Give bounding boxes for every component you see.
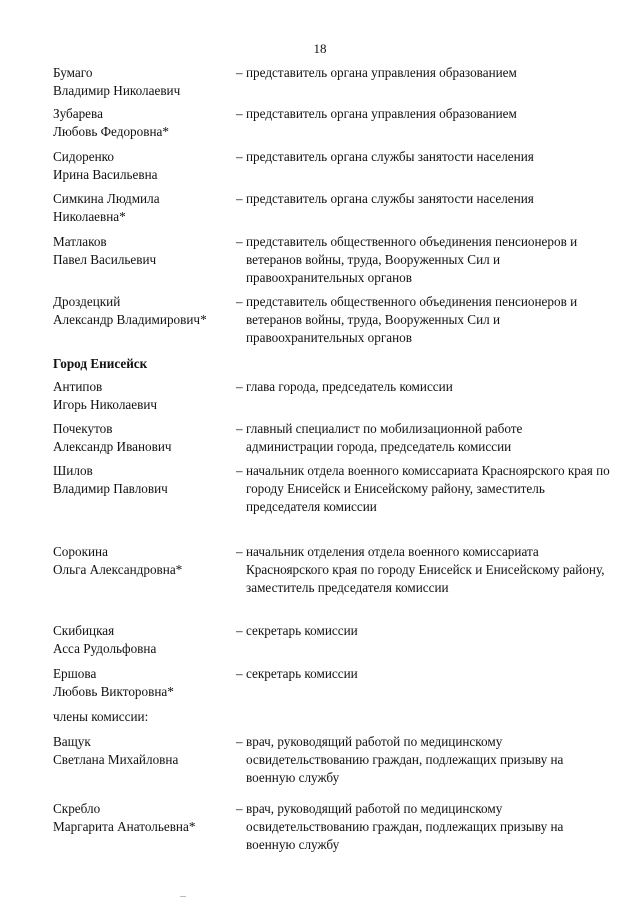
dash: – <box>236 149 243 164</box>
member-name <box>53 665 236 708</box>
member-role <box>236 665 613 708</box>
member-given-name: Ирина Васильевна <box>53 167 158 182</box>
list-item <box>53 543 613 622</box>
member-name <box>53 622 236 665</box>
list-item <box>53 733 613 800</box>
dash: – <box>236 65 243 80</box>
dash: – <box>236 379 243 394</box>
member-name <box>53 64 236 105</box>
list-item <box>53 105 613 148</box>
member-role <box>236 733 613 800</box>
member-role-text: представитель общественного объединения пенсионеров и ветеранов войны, труда, Вооруженных Сил и правоохранительных органов <box>246 294 578 345</box>
member-surname: Ершова <box>53 666 97 681</box>
list-item <box>53 378 613 420</box>
member-surname: Скибицкая <box>53 623 115 638</box>
member-name <box>53 105 236 148</box>
list-item <box>53 462 613 543</box>
section-heading: Город Енисейск <box>53 356 148 371</box>
member-role <box>236 462 613 543</box>
member-surname: Антипов <box>53 379 103 394</box>
member-given-name: Владимир Николаевич <box>53 83 181 98</box>
member-name <box>53 733 236 800</box>
list-item <box>53 420 613 462</box>
member-role <box>236 105 613 148</box>
member-role-text: врач, руководящий работой по медицинскому освидетельствованию граждан, подлежащих призыву на военную службу <box>246 801 564 852</box>
list-item <box>53 800 613 860</box>
member-given-name: Владимир Павлович <box>53 481 168 496</box>
member-role <box>236 64 613 105</box>
member-given-name: Маргарита Анатольевна* <box>53 819 196 834</box>
member-name <box>53 190 236 233</box>
member-role <box>236 378 613 420</box>
member-surname: Матлаков <box>53 234 107 249</box>
member-given-name: Александр Иванович <box>53 439 172 454</box>
list-item <box>53 293 613 355</box>
member-role <box>236 543 613 622</box>
members-label: члены комиссии: <box>53 709 149 724</box>
dash: – <box>236 421 243 436</box>
member-name <box>53 543 236 622</box>
dash: – <box>236 734 243 749</box>
member-role-text: представитель органа управления образованием <box>246 106 517 121</box>
member-role <box>236 420 613 462</box>
member-surname: Почекутов <box>53 421 113 436</box>
member-given-name: Александр Владимирович* <box>53 312 207 327</box>
dash: – <box>236 544 243 559</box>
member-role-text: начальник отдела военного комиссариата Красноярского края по городу Енисейск и Енисейскому району, заместитель председателя комиссии <box>246 463 610 514</box>
commission-list <box>53 64 613 860</box>
member-name <box>53 233 236 293</box>
member-surname: Зубарева <box>53 106 103 121</box>
member-role-text: главный специалист по мобилизационной работе администрации города, председатель комиссии <box>246 421 523 454</box>
member-surname: Сорокина <box>53 544 108 559</box>
member-role-text: секретарь комиссии <box>246 623 358 638</box>
member-role-text: секретарь комиссии <box>246 666 358 681</box>
dash: – <box>236 234 243 249</box>
member-name <box>53 420 236 462</box>
member-role-text: начальник отделения отдела военного комиссариата Красноярского края по городу Енисейск и Енисейскому району, заместитель председателя комиссии <box>246 544 605 595</box>
member-role <box>236 190 613 233</box>
list-item <box>53 622 613 665</box>
member-given-name: Ольга Александровна* <box>53 562 183 577</box>
dash: – <box>236 623 243 638</box>
member-name <box>53 378 236 420</box>
list-item <box>53 148 613 190</box>
member-role <box>236 148 613 190</box>
member-name <box>53 148 236 190</box>
list-item <box>53 64 613 105</box>
list-item <box>53 190 613 233</box>
member-given-name: Любовь Федоровна* <box>53 124 169 139</box>
member-given-name: Игорь Николаевич <box>53 397 158 412</box>
dash: – <box>236 191 243 206</box>
member-role-text: представитель общественного объединения пенсионеров и ветеранов войны, труда, Вооруженных Сил и правоохранительных органов <box>246 234 578 285</box>
member-role <box>236 800 613 860</box>
member-given-name: Светлана Михайловна <box>53 752 179 767</box>
dash: – <box>236 294 243 309</box>
member-role-text: врач, руководящий работой по медицинскому освидетельствованию граждан, подлежащих призыву на военную службу <box>246 734 564 785</box>
member-role-text: представитель органа управления образованием <box>246 65 517 80</box>
member-surname: Дроздецкий <box>53 294 121 309</box>
member-given-name: Асса Рудольфовна <box>53 641 157 656</box>
member-role <box>236 233 613 293</box>
page-number: 18 <box>313 41 327 56</box>
list-item <box>53 665 613 708</box>
member-surname: Бумаго <box>53 65 93 80</box>
member-surname: Шилов <box>53 463 93 478</box>
member-role-text: представитель органа службы занятости населения <box>246 191 534 206</box>
member-role <box>236 622 613 665</box>
member-surname: Сидоренко <box>53 149 114 164</box>
dash: – <box>236 666 243 681</box>
member-surname: Скребло <box>53 801 101 816</box>
list-item <box>53 233 613 293</box>
member-surname: Симкина Людмила <box>53 191 160 206</box>
member-given-name: Любовь Викторовна* <box>53 684 174 699</box>
member-name <box>53 293 236 355</box>
dash: – <box>236 106 243 121</box>
member-given-name: Павел Васильевич <box>53 252 157 267</box>
member-name <box>53 800 236 860</box>
member-role-text: представитель органа службы занятости населения <box>246 149 534 164</box>
scan-mark <box>180 896 186 897</box>
member-role <box>236 293 613 355</box>
member-surname: Ващук <box>53 734 91 749</box>
member-role-text: глава города, председатель комиссии <box>246 379 453 394</box>
dash: – <box>236 463 243 478</box>
dash: – <box>236 801 243 816</box>
member-given-name: Николаевна* <box>53 209 126 224</box>
member-name <box>53 462 236 543</box>
